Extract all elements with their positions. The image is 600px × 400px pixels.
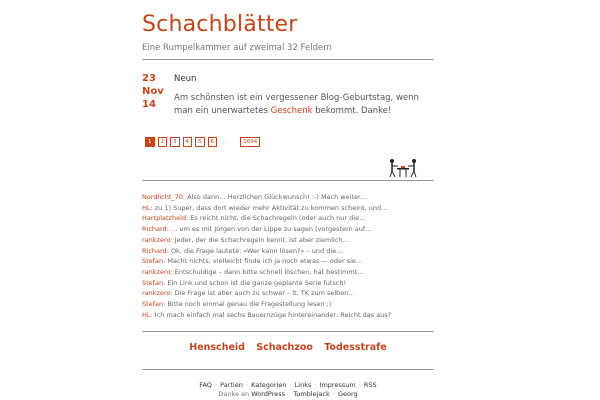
post-body: [174, 92, 436, 117]
footer-link-partien[interactable]: Partien: [220, 381, 243, 389]
pagination: [145, 136, 260, 147]
comment-author[interactable]: Nordlicht_70: [142, 193, 183, 201]
footer-link-kategorien[interactable]: Kategorien: [251, 381, 287, 389]
comment-author[interactable]: Stefan: [142, 257, 164, 266]
footer-nav: [142, 381, 434, 389]
comment-author[interactable]: Stefan: [142, 278, 164, 287]
comment-excerpt[interactable]: : Bitte noch einmal genau die Fragestellung lesen ;): [163, 300, 332, 309]
comment-excerpt[interactable]: : … um es mit Jürgen von der Lippe zu sagen (vorgestern auf…: [166, 225, 372, 234]
footer-link-links[interactable]: Links: [294, 381, 312, 389]
comment-item: [142, 246, 442, 257]
comments-divider: [142, 331, 434, 332]
comment-item: [142, 192, 442, 203]
comment-excerpt[interactable]: : zu 1) Super, dass dort wieder mehr Aktivität zu kommen scheint, und…: [150, 203, 388, 212]
category-link-schachzoo[interactable]: Schachzoo: [256, 342, 313, 353]
footer-link-faq[interactable]: FAQ: [199, 381, 212, 389]
category-link-henscheid[interactable]: Henscheid: [189, 342, 245, 353]
page-link-3[interactable]: 3: [170, 137, 180, 147]
comment-item: [142, 213, 442, 224]
comment-excerpt[interactable]: : Die Frage ist aber auch zu schwer – lt. TK zum selben…: [170, 289, 355, 298]
comment-item: [142, 235, 442, 246]
comment-item: [142, 267, 442, 278]
footer-divider: [142, 369, 434, 370]
comment-author[interactable]: HL: [142, 203, 151, 212]
site-title[interactable]: Schachblätter: [142, 12, 298, 37]
comment-item: [142, 299, 442, 310]
comment-author[interactable]: HL: [142, 310, 151, 319]
post-date-month: Nov: [142, 86, 164, 97]
footer-credit: [142, 390, 434, 398]
comment-excerpt[interactable]: : Es reicht nicht, die Schachregeln (oder auch nur die…: [186, 214, 366, 223]
comment-item: [142, 224, 442, 235]
footer-link-impressum[interactable]: Impressum: [319, 381, 356, 389]
post-body-text-end: bekommt. Danke!: [312, 105, 392, 116]
comment-item: [142, 256, 442, 267]
comment-excerpt[interactable]: : Jeder, der die Schachregeln kennt, ist aber ziemlich…: [170, 235, 350, 244]
comment-excerpt[interactable]: : Macht nichts, vielleicht finde ich ja noch etwas — oder sie…: [163, 257, 363, 266]
comment-excerpt[interactable]: : Also dann… Herzlichen Glückwunsch! :-) Mach weiter…: [182, 193, 368, 201]
comment-author[interactable]: Hartplatzheld: [142, 214, 187, 223]
comment-excerpt[interactable]: : Ein Link und schon ist die ganze geplante Serie futsch!: [163, 278, 347, 287]
pagination-ellipsis: ...: [222, 138, 228, 145]
post-body-text: Am schönsten ist ein vergessener Blog-Geburtstag, wenn man ein unerwartetes: [174, 93, 419, 116]
post-date-year: 14: [142, 99, 156, 110]
post-title[interactable]: Neun: [174, 74, 197, 84]
page-link-4[interactable]: 4: [183, 137, 193, 147]
footer-separator: ·: [330, 390, 337, 398]
footer-separator: ·: [312, 381, 319, 389]
page-link-2[interactable]: 2: [158, 137, 168, 147]
comment-item: [142, 278, 442, 289]
footer-credit-georg[interactable]: Georg: [337, 390, 358, 398]
header-divider: [142, 59, 434, 60]
category-link-todesstrafe[interactable]: Todesstrafe: [324, 342, 387, 353]
post-body-link[interactable]: Geschenk: [270, 105, 313, 116]
comment-item: [142, 203, 442, 214]
comment-author[interactable]: Stefan: [142, 300, 164, 309]
comment-excerpt[interactable]: : Entschuldige – dann bitte schnell löschen, hat bestimmt…: [170, 267, 364, 276]
comment-excerpt[interactable]: : Ok, die Frage lautete: »Wer kann lösen?« – und die…: [166, 246, 343, 255]
footer-link-rss[interactable]: RSS: [363, 381, 377, 389]
footer-credit-tumblejack[interactable]: Tumblejack: [293, 390, 330, 398]
logo-divider: [142, 180, 434, 181]
footer-separator: ·: [243, 381, 251, 389]
footer-credit-prefix: Danke an: [218, 390, 250, 398]
footer-separator: ·: [286, 390, 293, 398]
site-tagline: Eine Rumpelkammer auf zweimal 32 Feldern: [142, 43, 332, 53]
chess-players-logo-icon: [386, 157, 420, 179]
category-links: [142, 342, 434, 353]
comment-author[interactable]: Richard: [142, 246, 167, 255]
footer-separator: ·: [356, 381, 363, 389]
footer-separator: ·: [287, 381, 294, 389]
post-date-day: 23: [142, 73, 156, 84]
comment-author[interactable]: rankzero: [142, 235, 171, 244]
page-link-6[interactable]: 6: [208, 137, 218, 147]
comment-excerpt[interactable]: : Ich mach einfach mal sechs Bauernzüge hintereinander: Reicht das aus?: [150, 310, 392, 319]
post-date: [142, 72, 164, 111]
page-link-1[interactable]: 1: [145, 137, 155, 147]
footer-credit-wordpress[interactable]: WordPress: [251, 390, 286, 398]
comment-author[interactable]: Richard: [142, 225, 167, 234]
comment-item: [142, 288, 442, 299]
footer-separator: ·: [212, 381, 220, 389]
page-link-last[interactable]: 1694: [240, 137, 260, 147]
comment-author[interactable]: rankzero: [142, 267, 171, 276]
comment-author[interactable]: rankzero: [142, 289, 171, 298]
page-link-5[interactable]: 5: [195, 137, 205, 147]
recent-comments: [142, 192, 442, 320]
comment-item: [142, 310, 442, 321]
